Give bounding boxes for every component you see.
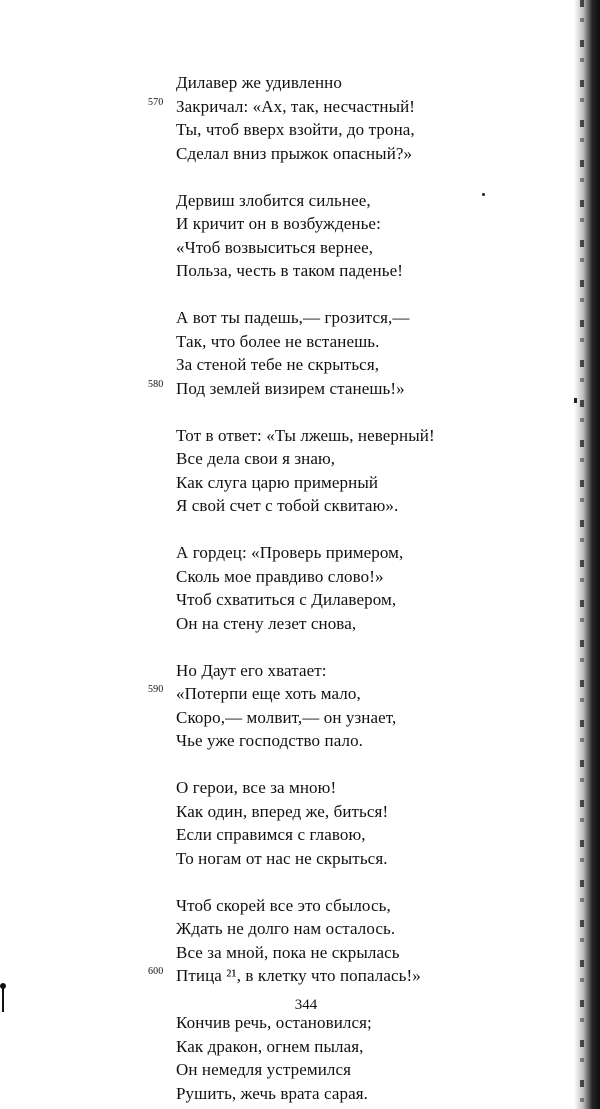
verse-text: Но Даут его хватает: [176, 660, 327, 680]
verse-text: Чье уже господство пало. [176, 731, 364, 750]
verse-text: Под землей визирем станешь!» [176, 378, 405, 398]
verse-text: О герои, все за мною! [176, 778, 337, 797]
line-number: 600 [148, 966, 164, 977]
line-number: 580 [148, 378, 164, 390]
verse-line [176, 917, 566, 941]
verse-line [176, 1035, 566, 1059]
verse-text: За стеной тебе не скрыться, [176, 355, 380, 374]
verse-text: Ты, чтоб вверх взойти, до трона, [176, 120, 415, 139]
verse-line [176, 776, 566, 800]
verse-line [176, 894, 566, 918]
verse-text: Он немедля устремился [176, 1060, 352, 1079]
verse-line [176, 424, 566, 448]
verse-line [176, 142, 566, 166]
verse-line [176, 565, 566, 589]
verse-line [176, 847, 566, 871]
verse-text: Все дела свои я знаю, [176, 449, 336, 468]
verse-text: Дервиш злобится сильнее, [176, 190, 371, 210]
verse-text: Кончив речь, остановился; [176, 1013, 372, 1032]
verse-text: Тот в ответ: «Ты лжешь, неверный! [176, 425, 435, 445]
verse-text: Птица ²¹, в клетку что попалась!» [176, 966, 421, 985]
verse-text: Ждать не долго нам осталось. [176, 919, 396, 938]
verse-text: А вот ты падешь,— грозится,— [176, 308, 410, 327]
verse-line [176, 353, 566, 377]
verse-line [176, 494, 566, 518]
verse-text: Как дракон, огнем пылая, [176, 1036, 364, 1056]
verse-line [176, 330, 566, 354]
verse-text: Он на стену лезет снова, [176, 613, 357, 633]
verse-text: Так, что более не встанешь. [176, 331, 380, 351]
verse-text: Если справимся с главою, [176, 825, 366, 844]
verse-line [176, 306, 566, 330]
verse-line [176, 447, 566, 471]
verse-line [148, 95, 566, 119]
verse-line [176, 236, 566, 260]
verse-line [176, 729, 566, 753]
verse-line [176, 823, 566, 847]
stanza [176, 189, 566, 283]
line-number: 570 [148, 96, 164, 108]
verse-line [176, 1011, 566, 1035]
verse-line [176, 118, 566, 142]
verse-line [176, 259, 566, 283]
stanza [148, 894, 566, 988]
verse-line [176, 659, 566, 683]
verse-line [176, 1082, 566, 1106]
stanza [176, 776, 566, 870]
verse-line [176, 71, 566, 95]
verse-text: Я свой счет с тобой сквитаю». [176, 496, 399, 515]
verse-text: Закричал: «Ах, так, несчастный! [176, 96, 416, 116]
poem-body [148, 71, 566, 1109]
verse-text: Как один, вперед же, биться! [176, 801, 389, 821]
verse-line [176, 212, 566, 236]
margin-mark [2, 986, 4, 1012]
stanza [176, 541, 566, 635]
stanza [176, 424, 566, 518]
verse-text: Сделал вниз прыжок опасный?» [176, 143, 413, 163]
verse-text: Скоро,— молвит,— он узнает, [176, 707, 397, 727]
verse-text: Чтоб скорей все это сбылось, [176, 895, 391, 915]
verse-text: Все за мной, пока не скрылась [176, 942, 400, 962]
verse-text: Сколь мое правдиво слово!» [176, 566, 384, 586]
verse-line [148, 377, 566, 401]
verse-line [148, 682, 566, 706]
stanza [148, 71, 566, 165]
stanza [148, 659, 566, 753]
verse-line [176, 541, 566, 565]
scanned-page-edge [574, 0, 600, 1109]
verse-text: Польза, честь в таком паденье! [176, 261, 403, 280]
page-number: 344 [294, 997, 318, 1013]
verse-text: А гордец: «Проверь примером, [176, 543, 404, 562]
verse-line [176, 800, 566, 824]
verse-text: Как слуга царю примерный [176, 472, 379, 492]
verse-text: «Потерпи еще хоть мало, [176, 684, 361, 703]
verse-text: И кричит он в возбужденье: [176, 214, 381, 233]
verse-line [148, 964, 566, 988]
verse-text: «Чтоб возвыситься вернее, [176, 237, 374, 257]
verse-text: Рушить, жечь врата сарая. [176, 1083, 368, 1103]
line-number: 590 [148, 684, 164, 695]
verse-line [176, 189, 566, 213]
verse-line [176, 588, 566, 612]
stanza [176, 1011, 566, 1105]
verse-text: Дилавер же удивленно [176, 73, 342, 92]
verse-line [176, 612, 566, 636]
verse-text: То ногам от нас не скрыться. [176, 848, 388, 868]
verse-text: Чтоб схватиться с Дилавером, [176, 590, 397, 609]
verse-line [176, 706, 566, 730]
verse-line [176, 1058, 566, 1082]
scan-speck [574, 398, 577, 403]
stanza [148, 306, 566, 400]
verse-line [176, 941, 566, 965]
verse-line [176, 471, 566, 495]
